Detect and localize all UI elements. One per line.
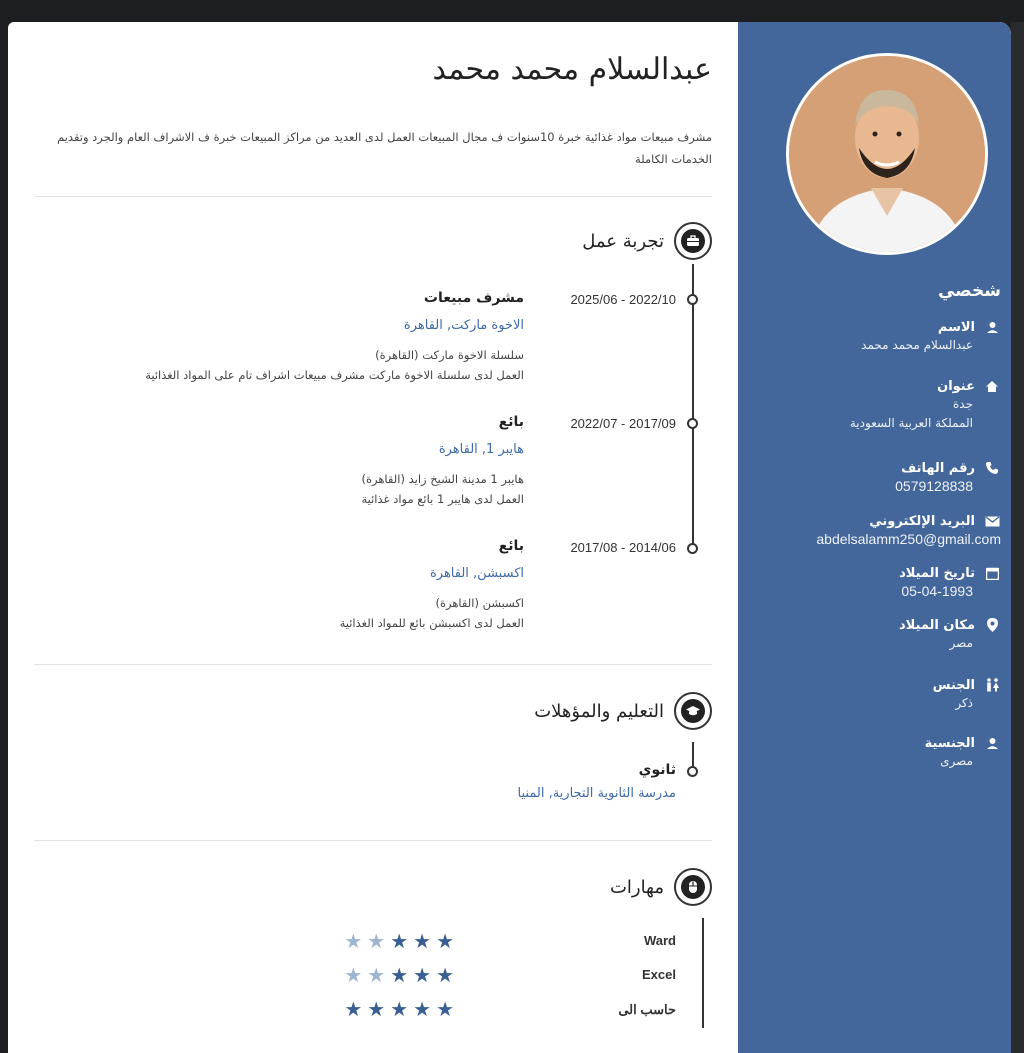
divider <box>34 196 712 197</box>
rating-star-icon: ★ <box>367 997 386 1021</box>
job-description: العمل لدى اكسبشن بائع للمواد الغذائية <box>339 616 524 630</box>
education-section-header <box>534 692 712 730</box>
window-edge <box>1011 22 1024 1053</box>
person-icon <box>983 318 1001 336</box>
rating-star-icon: ★ <box>344 929 363 953</box>
home-icon <box>983 377 1001 395</box>
location-pin-icon <box>983 616 1001 634</box>
rating-star-icon: ★ <box>390 929 409 953</box>
mouse-icon <box>674 868 712 906</box>
resume-sheet <box>8 22 1011 1053</box>
job-description: العمل لدى هايبر 1 بائع مواد غذائية <box>361 492 524 506</box>
personal-sidebar <box>738 22 1011 1053</box>
skills-line <box>702 918 704 1028</box>
job-description: العمل لدى سلسلة الاخوة ماركت مشرف مبيعات اشراف تام على المواد الغذائية <box>145 368 524 382</box>
mail-icon <box>983 512 1001 530</box>
personal-item-nationality: الجنسية مصرى <box>761 734 1001 771</box>
experience-title: تجربة عمل <box>582 230 664 252</box>
job-date: 2025/06 - 2022/10 <box>570 292 676 307</box>
rating-star-icon: ★ <box>413 929 432 953</box>
job-company: اكسبشن, القاهرة <box>429 566 524 581</box>
job-date: 2022/07 - 2017/09 <box>570 416 676 431</box>
personal-item-name: الاسم عبدالسلام محمد محمد <box>761 318 1001 355</box>
personal-item-birthdate: تاريخ الميلاد 05-04-1993 <box>761 564 1001 601</box>
skill-name: Excel <box>642 967 676 982</box>
timeline-dot <box>687 294 698 305</box>
skills-section-header <box>610 868 712 906</box>
job-entry <box>24 290 524 385</box>
job-date: 2017/08 - 2014/06 <box>570 540 676 555</box>
skill-name: Ward <box>643 933 676 948</box>
candidate-name: عبدالسلام محمد محمد <box>432 52 712 87</box>
personal-item-address: عنوان جدة المملكة العربية السعودية <box>761 377 1001 433</box>
rating-star-icon: ★ <box>413 963 432 987</box>
education-degree: ثانوي <box>638 762 676 778</box>
profile-summary: مشرف مبيعات مواد غذائية خبرة 10سنوات ف مجال المبيعات العمل لدى العديد من مراكز المبيعات خبرة ف الاشراف العام والجرد وتقديم الخدمات الكاملة <box>57 130 712 166</box>
rating-star-icon: ★ <box>390 997 409 1021</box>
job-title: مشرف مبيعات <box>423 290 524 306</box>
job-company: الاخوة ماركت, القاهرة <box>403 318 524 333</box>
personal-item-birthplace: مكان الميلاد مصر <box>761 616 1001 653</box>
rating-star-icon: ★ <box>413 997 432 1021</box>
skill-rating <box>344 999 454 1019</box>
experience-section-header <box>582 222 712 260</box>
timeline-dot <box>687 543 698 554</box>
rating-star-icon: ★ <box>367 929 386 953</box>
rating-star-icon: ★ <box>390 963 409 987</box>
rating-star-icon: ★ <box>436 997 454 1021</box>
person-flag-icon <box>983 734 1001 752</box>
job-company: هايبر 1, القاهرة <box>438 442 524 457</box>
job-description: هايبر 1 مدينة الشيخ زايد (القاهرة) <box>361 472 524 486</box>
personal-item-email: البريد الإلكتروني abdelsalamm250@gmail.com <box>816 513 1001 547</box>
rating-star-icon: ★ <box>344 997 363 1021</box>
graduation-cap-icon <box>674 692 712 730</box>
rating-star-icon: ★ <box>436 929 454 953</box>
timeline-dot <box>687 418 698 429</box>
job-description: سلسلة الاخوة ماركت (القاهرة) <box>375 348 524 362</box>
gender-icon <box>983 676 1001 694</box>
skills-title: مهارات <box>609 876 664 898</box>
job-description: اكسبشن (القاهرة) <box>435 596 524 610</box>
divider <box>34 664 712 665</box>
personal-section-title: شخصي <box>938 281 1001 301</box>
rating-star-icon: ★ <box>344 963 363 987</box>
briefcase-icon <box>674 222 712 260</box>
education-school: مدرسة الثانوية التجارية, المنيا <box>517 786 676 801</box>
job-title: بائع <box>498 538 524 554</box>
personal-item-phone: رقم الهاتف 0579128838 <box>761 459 1001 496</box>
skill-rating <box>344 965 454 985</box>
education-entry <box>518 762 676 801</box>
timeline-line <box>692 264 694 552</box>
timeline-dot <box>687 766 698 777</box>
divider <box>34 840 712 841</box>
skill-name: حاسب الى <box>618 1002 676 1017</box>
job-entry <box>24 538 524 633</box>
personal-item-gender: الجنس ذكر <box>761 676 1001 713</box>
education-title: التعليم والمؤهلات <box>534 700 664 722</box>
calendar-icon <box>983 564 1001 582</box>
main-column <box>34 22 712 1053</box>
job-entry <box>24 414 524 509</box>
phone-icon <box>983 459 1001 477</box>
rating-star-icon: ★ <box>436 963 454 987</box>
rating-star-icon: ★ <box>367 963 386 987</box>
skill-rating <box>344 931 454 951</box>
profile-photo <box>786 53 988 255</box>
job-title: بائع <box>498 414 524 430</box>
